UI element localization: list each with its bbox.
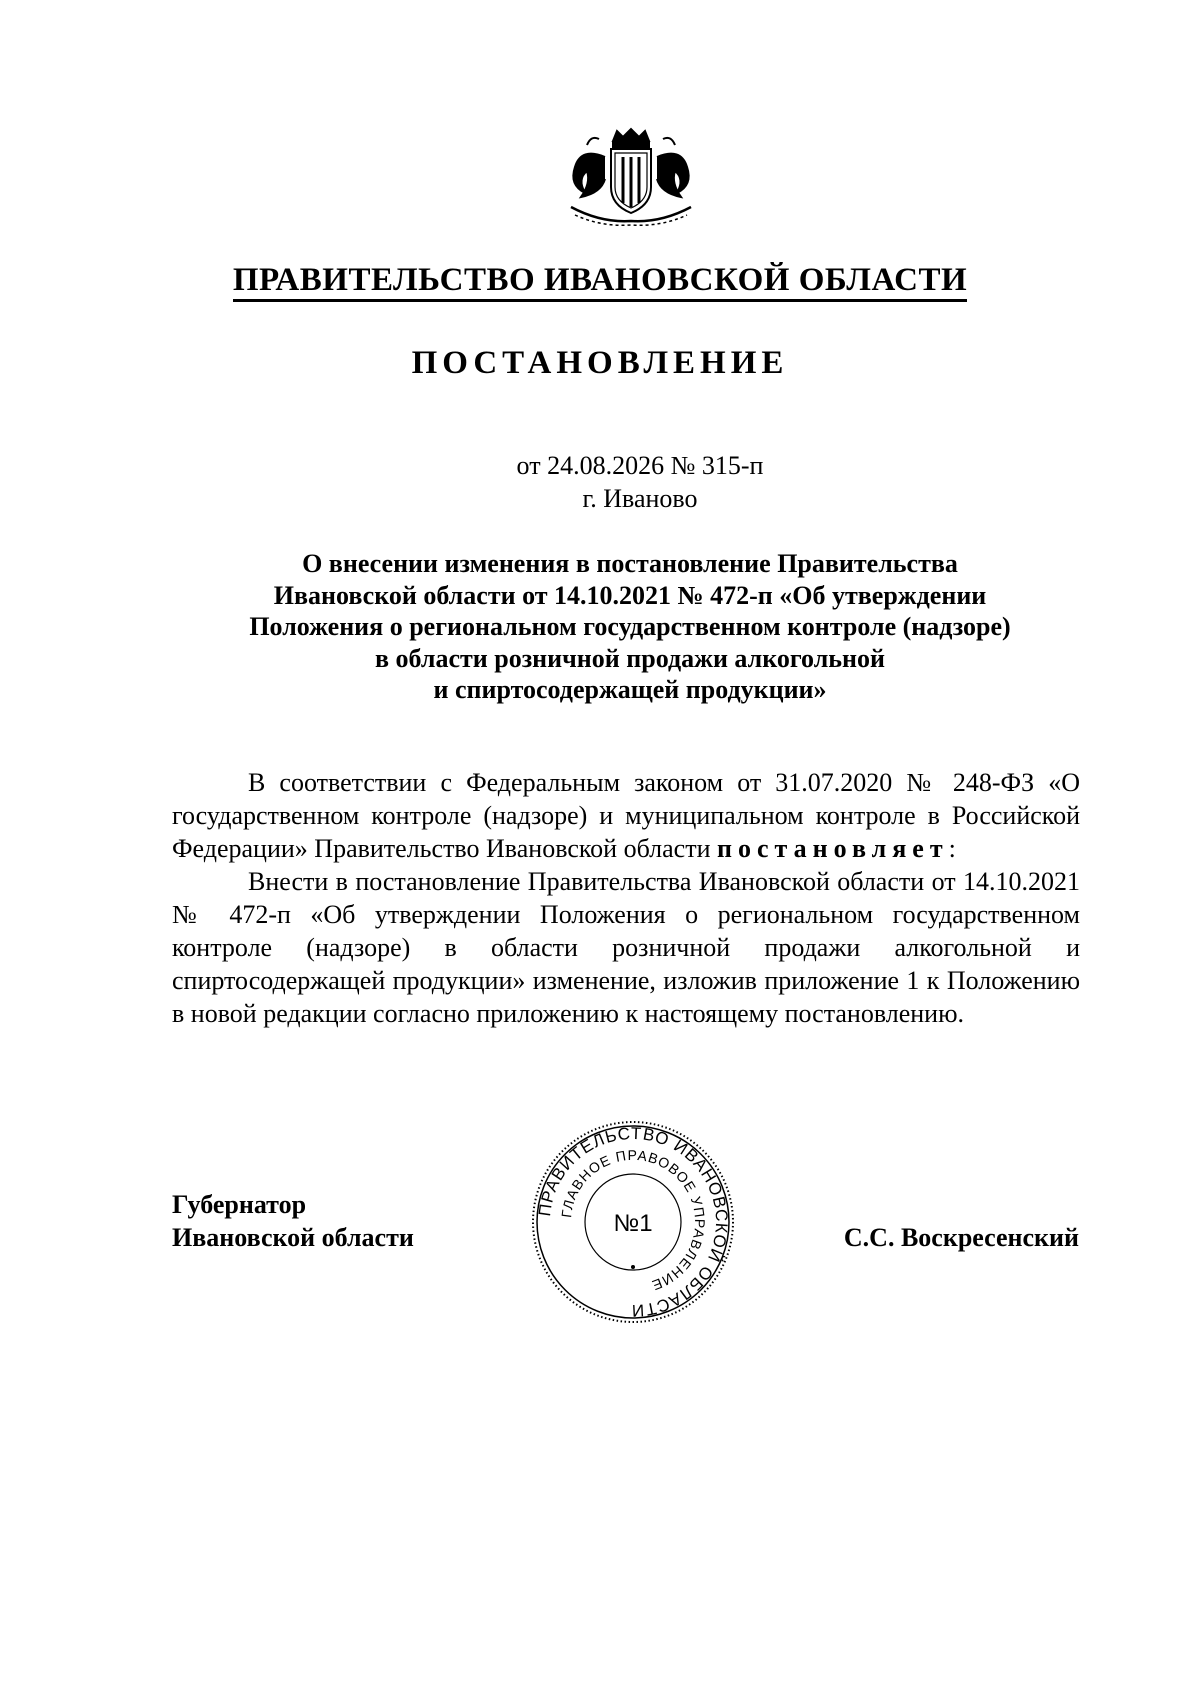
subject-line: в области розничной продажи алкогольной <box>374 643 885 673</box>
seal-outer-text: ПРАВИТЕЛЬСТВО ИВАНОВСКОЙ ОБЛАСТИ <box>535 1123 732 1321</box>
preamble-text: В соответствии с Федеральным законом от 31.07.2020 № 248-ФЗ «О государственном контроле (надзоре) и муниципальном контроле в Российской Федерации» Правительство Ивановской области <box>172 768 1080 863</box>
signatory-name: С.С. Воскресенский <box>843 1223 1079 1252</box>
document-type: ПОСТАНОВЛЕНИЕ <box>411 345 789 381</box>
official-seal-stamp <box>528 1117 738 1327</box>
document-subject <box>150 548 1110 706</box>
signatory-post-line: Губернатор <box>172 1190 307 1219</box>
subject-line: Ивановской области от 14.10.2021 № 472-п «Об утверждении <box>273 580 987 610</box>
seal-number: №1 <box>613 1210 653 1237</box>
resolves-colon: : <box>948 834 956 863</box>
subject-line: и спиртосодержащей продукции» <box>433 675 827 704</box>
resolves-word: постановляет <box>717 834 949 863</box>
document-body <box>172 766 1080 1030</box>
signatory-post-line: Ивановской области <box>172 1223 414 1252</box>
operative-paragraph: Внести в постановление Правительства Ивановской области от 14.10.2021 № 472-п «Об утверждении Положения о региональном государственном контроле (надзоре) в области розничной продажи алкогольной и спиртосодержащей продукции» изменение, изложив приложение 1 к Положению в новой редакции согласно приложению к настоящему постановлению. <box>172 867 1080 1028</box>
government-title-text: ПРАВИТЕЛЬСТВО ИВАНОВСКОЙ ОБЛАСТИ <box>233 262 967 302</box>
seal-inner-text: ГЛАВНОЕ ПРАВОВОЕ УПРАВЛЕНИЕ <box>558 1146 709 1294</box>
government-title <box>0 260 1200 300</box>
coat-of-arms-icon <box>561 127 701 227</box>
signatory-post <box>172 1188 414 1254</box>
preamble-paragraph <box>172 766 1080 865</box>
document-date-number: от 24.08.2026 № 315-п <box>516 451 764 480</box>
subject-line: О внесении изменения в постановление Правительства <box>302 549 958 578</box>
document-city: г. Иваново <box>582 484 698 513</box>
subject-line: Положения о региональном государственном контроле (надзоре) <box>249 612 1011 641</box>
